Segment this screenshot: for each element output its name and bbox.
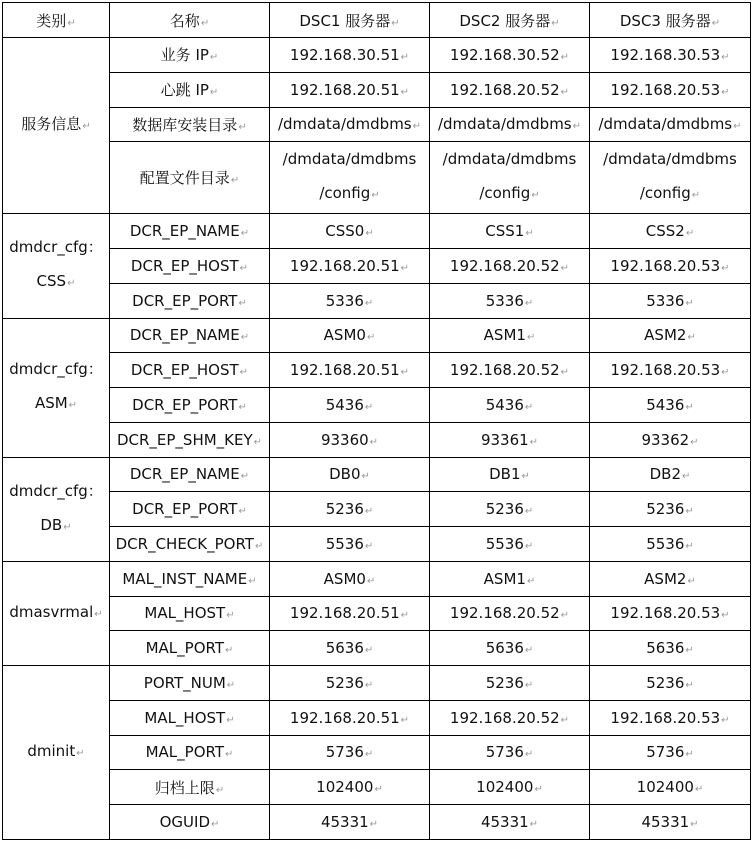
dsc3-value-cell: 5236↵ — [590, 492, 751, 527]
paragraph-mark-icon: ↵ — [685, 401, 694, 413]
paragraph-mark-icon: ↵ — [572, 121, 582, 133]
paragraph-mark-icon: ↵ — [560, 51, 570, 63]
table-row — [3, 596, 751, 631]
dsc3-value-cell: 192.168.20.53↵ — [590, 700, 751, 735]
table-row — [3, 527, 751, 562]
paragraph-mark-icon: ↵ — [364, 679, 374, 691]
paragraph-mark-icon: ↵ — [361, 471, 370, 483]
paragraph-mark-icon: ↵ — [721, 86, 730, 98]
table-row — [3, 735, 751, 770]
category-cell: dmdcr_cfg：ASM↵ — [3, 318, 110, 457]
paragraph-mark-icon: ↵ — [240, 228, 250, 240]
table-row — [3, 283, 751, 318]
param-name-cell: DCR_EP_PORT↵ — [110, 283, 270, 318]
param-name-cell: 配置文件目录↵ — [110, 142, 270, 214]
dsc2-value-cell: 5436↵ — [430, 388, 590, 423]
dsc2-value-cell: 192.168.20.52↵ — [430, 596, 590, 631]
param-name-cell: PORT_NUM↵ — [110, 666, 270, 701]
param-name-cell: MAL_PORT↵ — [110, 631, 270, 666]
paragraph-mark-icon: ↵ — [400, 86, 410, 98]
paragraph-mark-icon: ↵ — [365, 228, 374, 240]
dsc2-value-cell: CSS1↵ — [430, 214, 590, 249]
paragraph-mark-icon: ↵ — [711, 17, 721, 29]
param-name-cell: MAL_HOST↵ — [110, 596, 270, 631]
dsc1-value-cell: ASM0↵ — [270, 318, 430, 353]
dsc1-value-cell: 192.168.20.51↵ — [270, 700, 430, 735]
paragraph-mark-icon: ↵ — [364, 297, 374, 309]
dsc2-value-cell: ASM1↵ — [430, 561, 590, 596]
dsc3-value-cell: 5736↵ — [590, 735, 751, 770]
dsc2-value-cell: 192.168.20.52↵ — [430, 353, 590, 388]
table-row — [3, 422, 751, 457]
table-row — [3, 492, 751, 527]
dsc2-value-cell: 192.168.20.52↵ — [430, 700, 590, 735]
table-row — [3, 38, 751, 73]
paragraph-mark-icon: ↵ — [521, 471, 530, 483]
dsc1-value-cell: 5636↵ — [270, 631, 430, 666]
dsc2-value-cell: DB1↵ — [430, 457, 590, 492]
dsc3-value-cell: 192.168.20.53↵ — [590, 72, 751, 107]
paragraph-mark-icon: ↵ — [412, 121, 422, 133]
dsc3-value-cell: 93362↵ — [590, 422, 751, 457]
paragraph-mark-icon: ↵ — [226, 714, 235, 726]
paragraph-mark-icon: ↵ — [400, 610, 410, 622]
paragraph-mark-icon: ↵ — [526, 575, 536, 587]
header-dsc2: DSC2 服务器↵ — [430, 3, 590, 38]
table-row — [3, 666, 751, 701]
paragraph-mark-icon: ↵ — [366, 332, 376, 344]
paragraph-mark-icon: ↵ — [551, 17, 560, 29]
paragraph-mark-icon: ↵ — [364, 540, 374, 552]
paragraph-mark-icon: ↵ — [531, 190, 540, 202]
paragraph-mark-icon: ↵ — [694, 784, 704, 796]
dsc1-value-cell: 93360↵ — [270, 422, 430, 457]
paragraph-mark-icon: ↵ — [209, 87, 219, 99]
dsc1-value-cell: 5436↵ — [270, 388, 430, 423]
dsc1-value-cell: 45331↵ — [270, 805, 430, 840]
dsc2-value-cell: /dmdata/dmdbms /config↵ — [430, 142, 590, 214]
table-row — [3, 142, 751, 214]
paragraph-mark-icon: ↵ — [526, 332, 536, 344]
header-dsc3: DSC3 服务器↵ — [590, 3, 751, 38]
param-name-cell: DCR_EP_NAME↵ — [110, 457, 270, 492]
paragraph-mark-icon: ↵ — [366, 575, 376, 587]
paragraph-mark-icon: ↵ — [238, 121, 247, 133]
table-row — [3, 631, 751, 666]
paragraph-mark-icon: ↵ — [211, 818, 220, 830]
dsc2-value-cell: /dmdata/dmdbms↵ — [430, 107, 590, 142]
dsc1-value-cell: ASM0↵ — [270, 561, 430, 596]
paragraph-mark-icon: ↵ — [690, 818, 699, 830]
paragraph-mark-icon: ↵ — [364, 749, 374, 761]
param-name-cell: MAL_HOST↵ — [110, 700, 270, 735]
dsc2-value-cell: 192.168.20.52↵ — [430, 72, 590, 107]
paragraph-mark-icon: ↵ — [529, 436, 539, 448]
dsc2-value-cell: 93361↵ — [430, 422, 590, 457]
dsc3-value-cell: 102400↵ — [590, 770, 751, 805]
paragraph-mark-icon: ↵ — [690, 436, 699, 448]
dsc3-value-cell: CSS2↵ — [590, 214, 751, 249]
dsc2-value-cell: 192.168.20.52↵ — [430, 249, 590, 284]
paragraph-mark-icon: ↵ — [226, 679, 236, 691]
dsc1-value-cell: 5736↵ — [270, 735, 430, 770]
paragraph-mark-icon: ↵ — [721, 714, 730, 726]
paragraph-mark-icon: ↵ — [400, 262, 410, 274]
paragraph-mark-icon: ↵ — [560, 714, 570, 726]
dsc2-value-cell: ASM1↵ — [430, 318, 590, 353]
paragraph-mark-icon: ↵ — [63, 521, 72, 533]
dsc1-value-cell: 5236↵ — [270, 492, 430, 527]
paragraph-mark-icon: ↵ — [400, 367, 410, 379]
category-cell: dminit↵ — [3, 666, 110, 840]
paragraph-mark-icon: ↵ — [685, 506, 694, 518]
paragraph-mark-icon: ↵ — [682, 471, 691, 483]
dsc2-value-cell: 5236↵ — [430, 492, 590, 527]
paragraph-mark-icon: ↵ — [524, 645, 534, 657]
paragraph-mark-icon: ↵ — [76, 747, 85, 759]
paragraph-mark-icon: ↵ — [721, 51, 730, 63]
paragraph-mark-icon: ↵ — [524, 297, 534, 309]
dsc3-value-cell: 5336↵ — [590, 283, 751, 318]
paragraph-mark-icon: ↵ — [560, 367, 570, 379]
table-row — [3, 107, 751, 142]
paragraph-mark-icon: ↵ — [238, 506, 247, 518]
table-row — [3, 561, 751, 596]
dsc1-value-cell: DB0↵ — [270, 457, 430, 492]
paragraph-mark-icon: ↵ — [685, 297, 694, 309]
table-row — [3, 457, 751, 492]
paragraph-mark-icon: ↵ — [560, 262, 570, 274]
paragraph-mark-icon: ↵ — [400, 51, 410, 63]
dsc1-value-cell: /dmdata/dmdbms /config↵ — [270, 142, 430, 214]
dsc3-value-cell: ASM2↵ — [590, 318, 751, 353]
category-cell: dmasvrmal↵ — [3, 561, 110, 665]
dsc1-value-cell: 192.168.20.51↵ — [270, 249, 430, 284]
category-cell: dmdcr_cfg：DB↵ — [3, 457, 110, 561]
param-name-cell: DCR_EP_HOST↵ — [110, 249, 270, 284]
dsc3-value-cell: /dmdata/dmdbms↵ — [590, 107, 751, 142]
paragraph-mark-icon: ↵ — [68, 400, 78, 411]
paragraph-mark-icon: ↵ — [524, 749, 534, 761]
dsc1-value-cell: 102400↵ — [270, 770, 430, 805]
paragraph-mark-icon: ↵ — [225, 645, 234, 657]
paragraph-mark-icon: ↵ — [400, 714, 410, 726]
param-name-cell: 心跳 IP↵ — [110, 72, 270, 107]
table-row — [3, 214, 751, 249]
param-name-cell: DCR_EP_NAME↵ — [110, 318, 270, 353]
dsc1-value-cell: 192.168.20.51↵ — [270, 353, 430, 388]
paragraph-mark-icon: ↵ — [67, 17, 76, 29]
paragraph-mark-icon: ↵ — [67, 278, 76, 290]
dsc3-value-cell: 192.168.20.53↵ — [590, 596, 751, 631]
paragraph-mark-icon: ↵ — [721, 610, 730, 622]
paragraph-mark-icon: ↵ — [200, 17, 210, 29]
paragraph-mark-icon: ↵ — [685, 679, 694, 691]
param-name-cell: MAL_INST_NAME↵ — [110, 561, 270, 596]
dsc3-value-cell: 192.168.30.53↵ — [590, 38, 751, 73]
dsc3-value-cell: 5636↵ — [590, 631, 751, 666]
dsc3-value-cell: ASM2↵ — [590, 561, 751, 596]
paragraph-mark-icon: ↵ — [560, 610, 570, 622]
dsc2-value-cell: 192.168.30.52↵ — [430, 38, 590, 73]
paragraph-mark-icon: ↵ — [685, 645, 694, 657]
paragraph-mark-icon: ↵ — [685, 540, 694, 552]
paragraph-mark-icon: ↵ — [364, 506, 374, 518]
paragraph-mark-icon: ↵ — [225, 749, 234, 761]
table-row — [3, 353, 751, 388]
paragraph-mark-icon: ↵ — [369, 818, 379, 830]
paragraph-mark-icon: ↵ — [240, 332, 250, 344]
dsc1-value-cell: 192.168.20.51↵ — [270, 596, 430, 631]
paragraph-mark-icon: ↵ — [685, 228, 695, 240]
dsc2-value-cell: 45331↵ — [430, 805, 590, 840]
paragraph-mark-icon: ↵ — [239, 262, 249, 274]
dsc1-value-cell: 192.168.20.51↵ — [270, 72, 430, 107]
header-row — [3, 3, 751, 38]
dsc3-value-cell: 45331↵ — [590, 805, 751, 840]
table-row — [3, 388, 751, 423]
dsc1-value-cell: 5236↵ — [270, 666, 430, 701]
table-row — [3, 770, 751, 805]
dsc3-value-cell: /dmdata/dmdbms /config↵ — [590, 142, 751, 214]
dsc1-value-cell: 5336↵ — [270, 283, 430, 318]
param-name-cell: 数据库安装目录↵ — [110, 107, 270, 142]
dsc1-value-cell: 5536↵ — [270, 527, 430, 562]
param-name-cell: MAL_PORT↵ — [110, 735, 270, 770]
dsc2-value-cell: 5536↵ — [430, 527, 590, 562]
param-name-cell: DCR_EP_NAME↵ — [110, 214, 270, 249]
paragraph-mark-icon: ↵ — [254, 540, 264, 552]
config-table — [2, 2, 751, 840]
paragraph-mark-icon: ↵ — [238, 297, 247, 309]
param-name-cell: DCR_EP_SHM_KEY↵ — [110, 422, 270, 457]
paragraph-mark-icon: ↵ — [687, 332, 696, 344]
paragraph-mark-icon: ↵ — [209, 52, 219, 64]
dsc2-value-cell: 102400↵ — [430, 770, 590, 805]
paragraph-mark-icon: ↵ — [226, 610, 235, 622]
param-name-cell: DCR_CHECK_PORT↵ — [110, 527, 270, 562]
dsc1-value-cell: CSS0↵ — [270, 214, 430, 249]
paragraph-mark-icon: ↵ — [691, 190, 701, 202]
header-name: 名称↵ — [110, 3, 270, 38]
paragraph-mark-icon: ↵ — [733, 121, 742, 133]
paragraph-mark-icon: ↵ — [238, 401, 247, 413]
dsc2-value-cell: 5736↵ — [430, 735, 590, 770]
paragraph-mark-icon: ↵ — [253, 436, 263, 448]
dsc3-value-cell: 5236↵ — [590, 666, 751, 701]
paragraph-mark-icon: ↵ — [524, 679, 534, 691]
param-name-cell: OGUID↵ — [110, 805, 270, 840]
header-category: 类别↵ — [3, 3, 110, 38]
dsc3-value-cell: 5436↵ — [590, 388, 751, 423]
table-row — [3, 249, 751, 284]
param-name-cell: DCR_EP_PORT↵ — [110, 388, 270, 423]
dsc2-value-cell: 5636↵ — [430, 631, 590, 666]
paragraph-mark-icon: ↵ — [721, 367, 730, 379]
paragraph-mark-icon: ↵ — [364, 645, 374, 657]
paragraph-mark-icon: ↵ — [82, 121, 91, 133]
paragraph-mark-icon: ↵ — [391, 17, 400, 29]
paragraph-mark-icon: ↵ — [721, 262, 730, 274]
header-dsc1: DSC1 服务器↵ — [270, 3, 430, 38]
category-cell: dmdcr_cfg：CSS↵ — [3, 214, 110, 318]
paragraph-mark-icon: ↵ — [248, 575, 257, 587]
param-name-cell: 归档上限↵ — [110, 770, 270, 805]
dsc3-value-cell: DB2↵ — [590, 457, 751, 492]
table-row — [3, 318, 751, 353]
paragraph-mark-icon: ↵ — [525, 228, 534, 240]
paragraph-mark-icon: ↵ — [524, 401, 534, 413]
table-row — [3, 805, 751, 840]
table-row — [3, 700, 751, 735]
paragraph-mark-icon: ↵ — [369, 436, 379, 448]
dsc3-value-cell: 192.168.20.53↵ — [590, 353, 751, 388]
dsc3-value-cell: 5536↵ — [590, 527, 751, 562]
paragraph-mark-icon: ↵ — [534, 784, 543, 796]
paragraph-mark-icon: ↵ — [94, 608, 103, 620]
paragraph-mark-icon: ↵ — [371, 190, 380, 202]
paragraph-mark-icon: ↵ — [560, 86, 570, 98]
paragraph-mark-icon: ↵ — [685, 749, 694, 761]
param-name-cell: DCR_EP_HOST↵ — [110, 353, 270, 388]
param-name-cell: DCR_EP_PORT↵ — [110, 492, 270, 527]
paragraph-mark-icon: ↵ — [524, 506, 534, 518]
paragraph-mark-icon: ↵ — [230, 175, 240, 187]
dsc3-value-cell: 192.168.20.53↵ — [590, 249, 751, 284]
dsc2-value-cell: 5236↵ — [430, 666, 590, 701]
param-name-cell: 业务 IP↵ — [110, 38, 270, 73]
table-row — [3, 72, 751, 107]
paragraph-mark-icon: ↵ — [364, 401, 374, 413]
category-cell: 服务信息↵ — [3, 38, 110, 214]
paragraph-mark-icon: ↵ — [687, 575, 696, 587]
paragraph-mark-icon: ↵ — [239, 367, 249, 379]
paragraph-mark-icon: ↵ — [529, 818, 539, 830]
dsc1-value-cell: /dmdata/dmdbms↵ — [270, 107, 430, 142]
dsc2-value-cell: 5336↵ — [430, 283, 590, 318]
paragraph-mark-icon: ↵ — [524, 540, 534, 552]
paragraph-mark-icon: ↵ — [215, 784, 225, 796]
paragraph-mark-icon: ↵ — [240, 471, 250, 483]
table-body — [3, 38, 751, 840]
paragraph-mark-icon: ↵ — [374, 784, 383, 796]
dsc1-value-cell: 192.168.30.51↵ — [270, 38, 430, 73]
